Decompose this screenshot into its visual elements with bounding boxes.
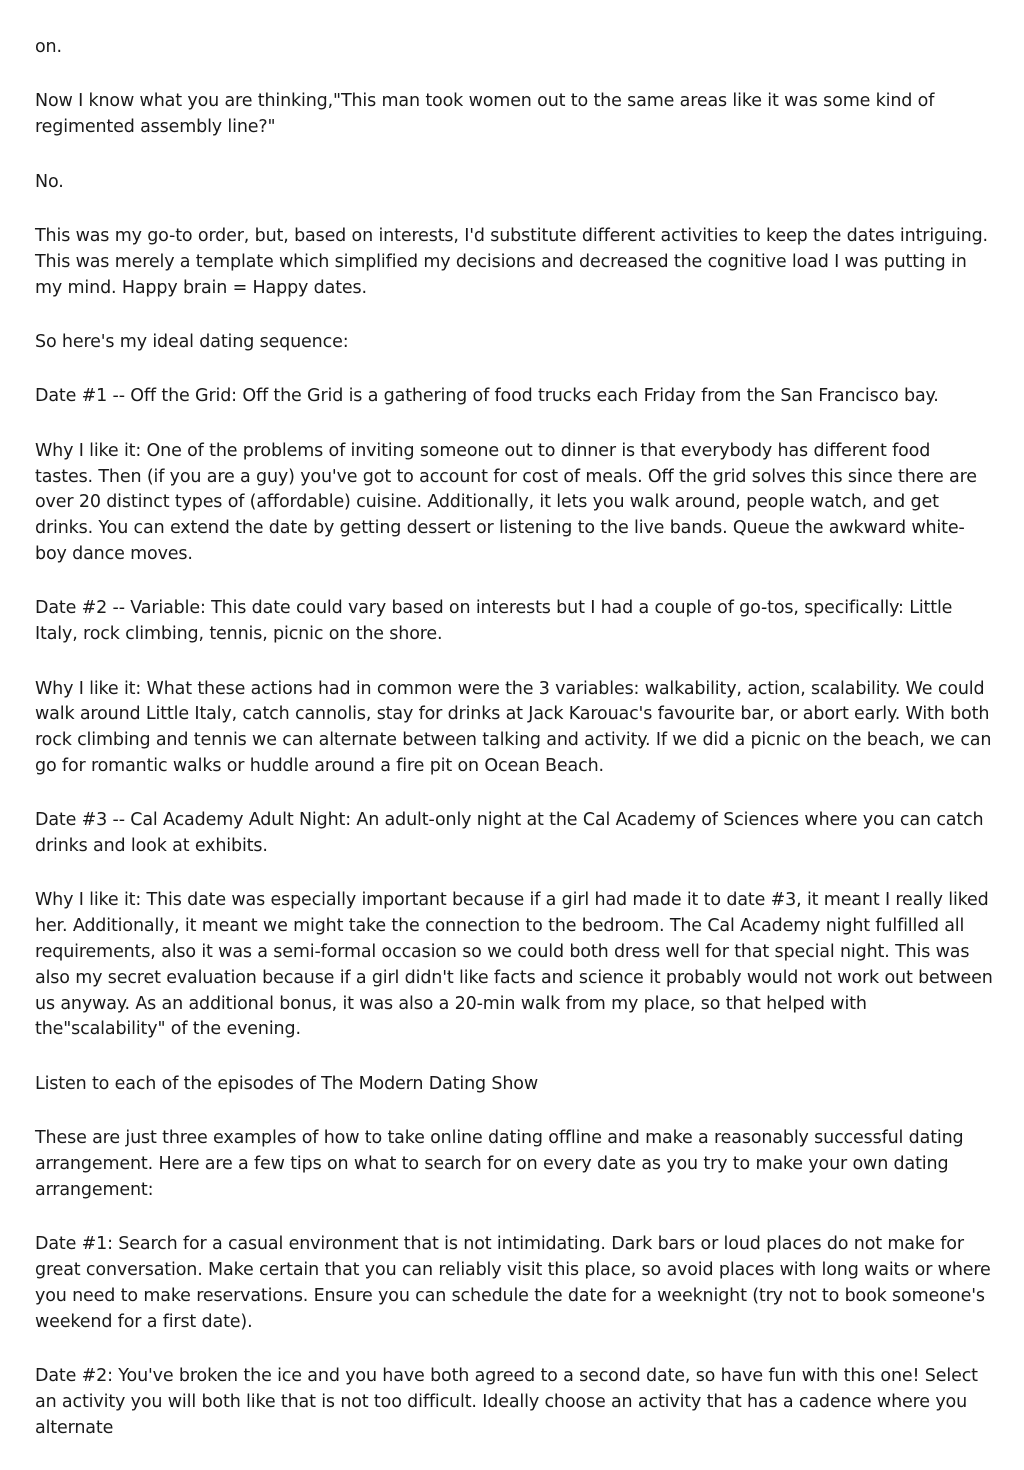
paragraph: Date #1 -- Off the Grid: Off the Grid is a gathering of food trucks each Friday from the San Francisco bay. [35,386,939,407]
paragraph: This was my go-to order, but, based on interests, I'd substitute different activities to keep the dates intriguing. This was merely a template which simplified my decisions and decreased the cognitive load I was putting in my mind. Happy brain = Happy dates. [35,225,988,298]
paragraph: Why I like it: One of the problems of inviting someone out to dinner is that everybody has different food tastes. Then (if you are a guy) you've got to account for cost of meals. Off the grid solves this since there are over 20 distinct types of (affordable) cuisine. Additionally, it lets you walk around, people watch, and get drinks. You can extend the date by getting dessert or listening to the live bands. Queue the awkward white-boy dance moves. [35,440,977,564]
paragraph: Date #2: You've broken the ice and you have both agreed to a second date, so have fun with this one! Select an activity you will both like that is not too difficult. Ideally choose an activity that has a cadence where you alternate [35,1366,978,1438]
paragraph: No. [35,171,64,192]
paragraph: on. [35,37,62,57]
paragraph: Why I like it: This date was especially important because if a girl had made it to date #3, it meant I really liked her. Additionally, it meant we might take the connection to the bedroom. The Cal Academy night fulfilled all requirements, also it was a semi-formal occasion so we could both dress well for that special night. This was also my secret evaluation because if a girl didn't like facts and science it probably would not work out between us anyway. As an additional bonus, it was also a 20-min walk from my place, so that helped with the"scalability" of the evening. [35,890,993,1040]
paragraph: Date #2 -- Variable: This date could vary based on interests but I had a couple of go-tos, specifically: Little Italy, rock climbing, tennis, picnic on the shore. [35,598,953,645]
document-page [35,35,993,1470]
paragraph: Why I like it: What these actions had in common were the 3 variables: walkability, action, scalability. We could walk around Little Italy, catch cannolis, stay for drinks at Jack Karouac's favourite bar, or abort early. With both rock climbing and tennis we can alternate between talking and activity. If we did a picnic on the beach, we can go for romantic walks or huddle around a fire pit on Ocean Beach. [35,678,992,776]
paragraph: Listen to each of the episodes of The Modern Dating Show [35,1073,539,1094]
paragraph: Date #3 -- Cal Academy Adult Night: An adult-only night at the Cal Academy of Sciences where you can catch drinks and look at exhibits. [35,810,984,857]
paragraph: These are just three examples of how to take online dating offline and make a reasonably successful dating arrangement. Here are a few tips on what to search for on every date as you try to make your own dating arrangement: [35,1128,964,1200]
paragraph: Now I know what you are thinking,"This man took women out to the same areas like it was some kind of regimented assembly line?" [35,91,935,138]
paragraph: Date #1: Search for a casual environment that is not intimidating. Dark bars or loud places do not make for great conversation. Make certain that you can reliably visit this place, so avoid places with long waits or where you need to make reservations. Ensure you can schedule the date for a weeknight (try not to book someone's weekend for a first date). [35,1234,991,1332]
paragraph: So here's my ideal dating sequence: [35,331,349,352]
